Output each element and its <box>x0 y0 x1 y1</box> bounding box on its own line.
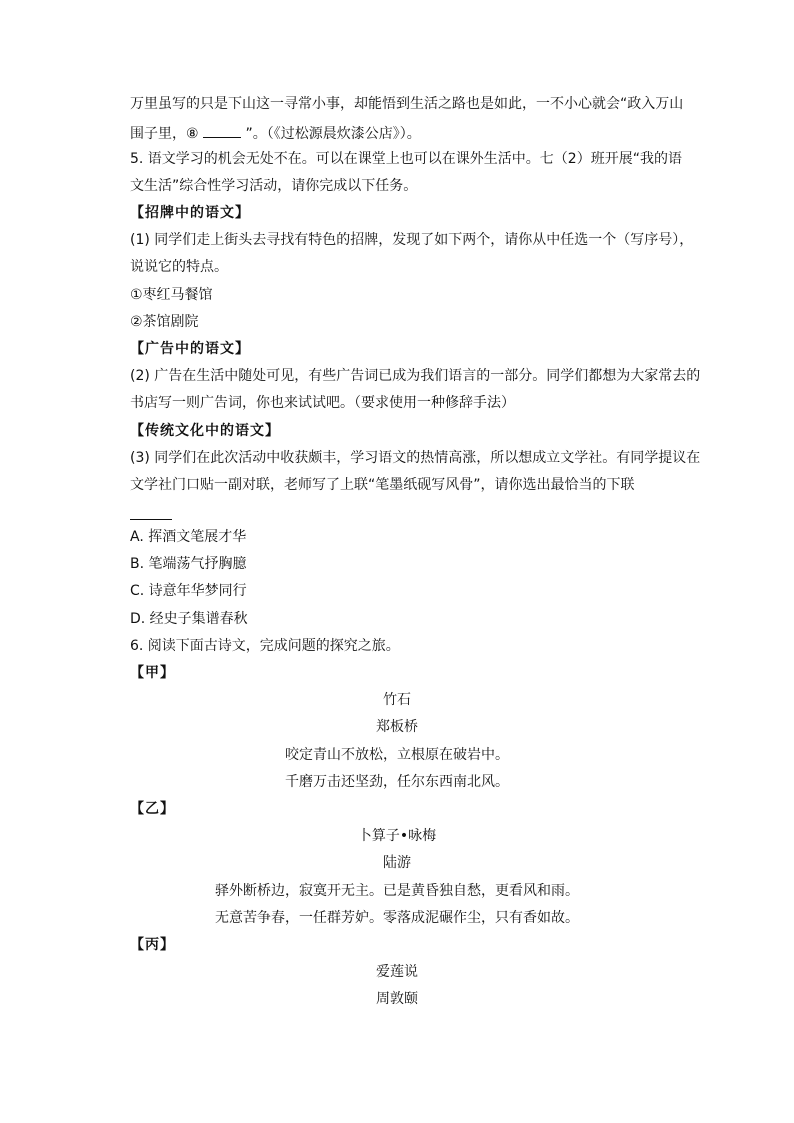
answer-blank[interactable] <box>130 519 172 520</box>
list-item: ①枣红马餐馆 <box>130 287 213 303</box>
option-d: D. 经史子集谱春秋 <box>130 611 248 627</box>
text-line: (3) 同学们在此次活动中收获颇丰，学习语文的热情高涨，所以想成立文学社。有同学提议在 <box>130 450 701 466</box>
option-b: B. 笔端荡气抒胸臆 <box>130 556 247 572</box>
option-a: A. 挥酒文笔展才华 <box>130 529 247 545</box>
poem-line: 咬定青山不放松，立根原在破岩中。 <box>285 747 509 763</box>
question-6: 6. 阅读下面古诗文，完成问题的探究之旅。 <box>130 638 400 654</box>
text-fragment: ”。（《过松源晨炊漆公店》）。 <box>245 126 421 142</box>
section-label-yi: 【乙】 <box>130 801 175 817</box>
poem-title: 竹石 <box>383 692 411 708</box>
section-heading: 【招牌中的语文】 <box>130 205 250 221</box>
text-fragment: 围子里，⑧ <box>130 126 199 142</box>
text-line: (2) 广告在生活中随处可见，有些广告词已成为我们语言的一部分。同学们都想为大家常去的 <box>130 368 701 384</box>
text-line: (1) 同学们走上街头去寻找有特色的招牌，发现了如下两个，请你从中任选一个（写序号）， <box>130 232 694 248</box>
poem-author: 郑板桥 <box>376 719 418 735</box>
text-line: 万里虽写的只是下山这一寻常小事，却能悟到生活之路也是如此，一不小心就会“政入万山 <box>130 96 684 112</box>
question-5: 5. 语文学习的机会无处不在。可以在课堂上也可以在课外生活中。七（2）班开展“我的语 <box>130 151 682 167</box>
poem-title: 卜算子•咏梅 <box>357 828 437 844</box>
text-line: 说说它的特点。 <box>130 259 228 275</box>
poem-author: 陆游 <box>383 855 411 871</box>
poem-line: 千磨万击还坚劲，任尔东西南北风。 <box>285 774 509 790</box>
option-c: C. 诗意年华梦同行 <box>130 583 247 599</box>
section-label-bing: 【丙】 <box>130 937 175 953</box>
poem-title: 爱莲说 <box>376 964 418 980</box>
text-line: 文生活”综合性学习活动，请你完成以下任务。 <box>130 178 418 194</box>
answer-blank[interactable] <box>203 123 241 138</box>
text-line <box>130 123 421 143</box>
section-heading: 【传统文化中的语文】 <box>130 423 280 439</box>
section-label-jia: 【甲】 <box>130 665 175 681</box>
poem-line: 无意苦争春，一任群芳妒。零落成泥碾作尘，只有香如故。 <box>215 910 579 926</box>
section-heading: 【广告中的语文】 <box>130 341 250 357</box>
poem-line: 驿外断桥边，寂寞开无主。已是黄昏独自愁，更看风和雨。 <box>215 883 579 899</box>
text-line: 书店写一则广告词，你也来试试吧。（要求使用一种修辞手法） <box>130 395 515 411</box>
text-line: 文学社门口贴一副对联，老师写了上联“笔墨纸砚写风骨”，请你选出最恰当的下联 <box>130 477 635 493</box>
list-item: ②茶馆剧院 <box>130 314 199 330</box>
poem-author: 周敦颐 <box>376 991 418 1007</box>
